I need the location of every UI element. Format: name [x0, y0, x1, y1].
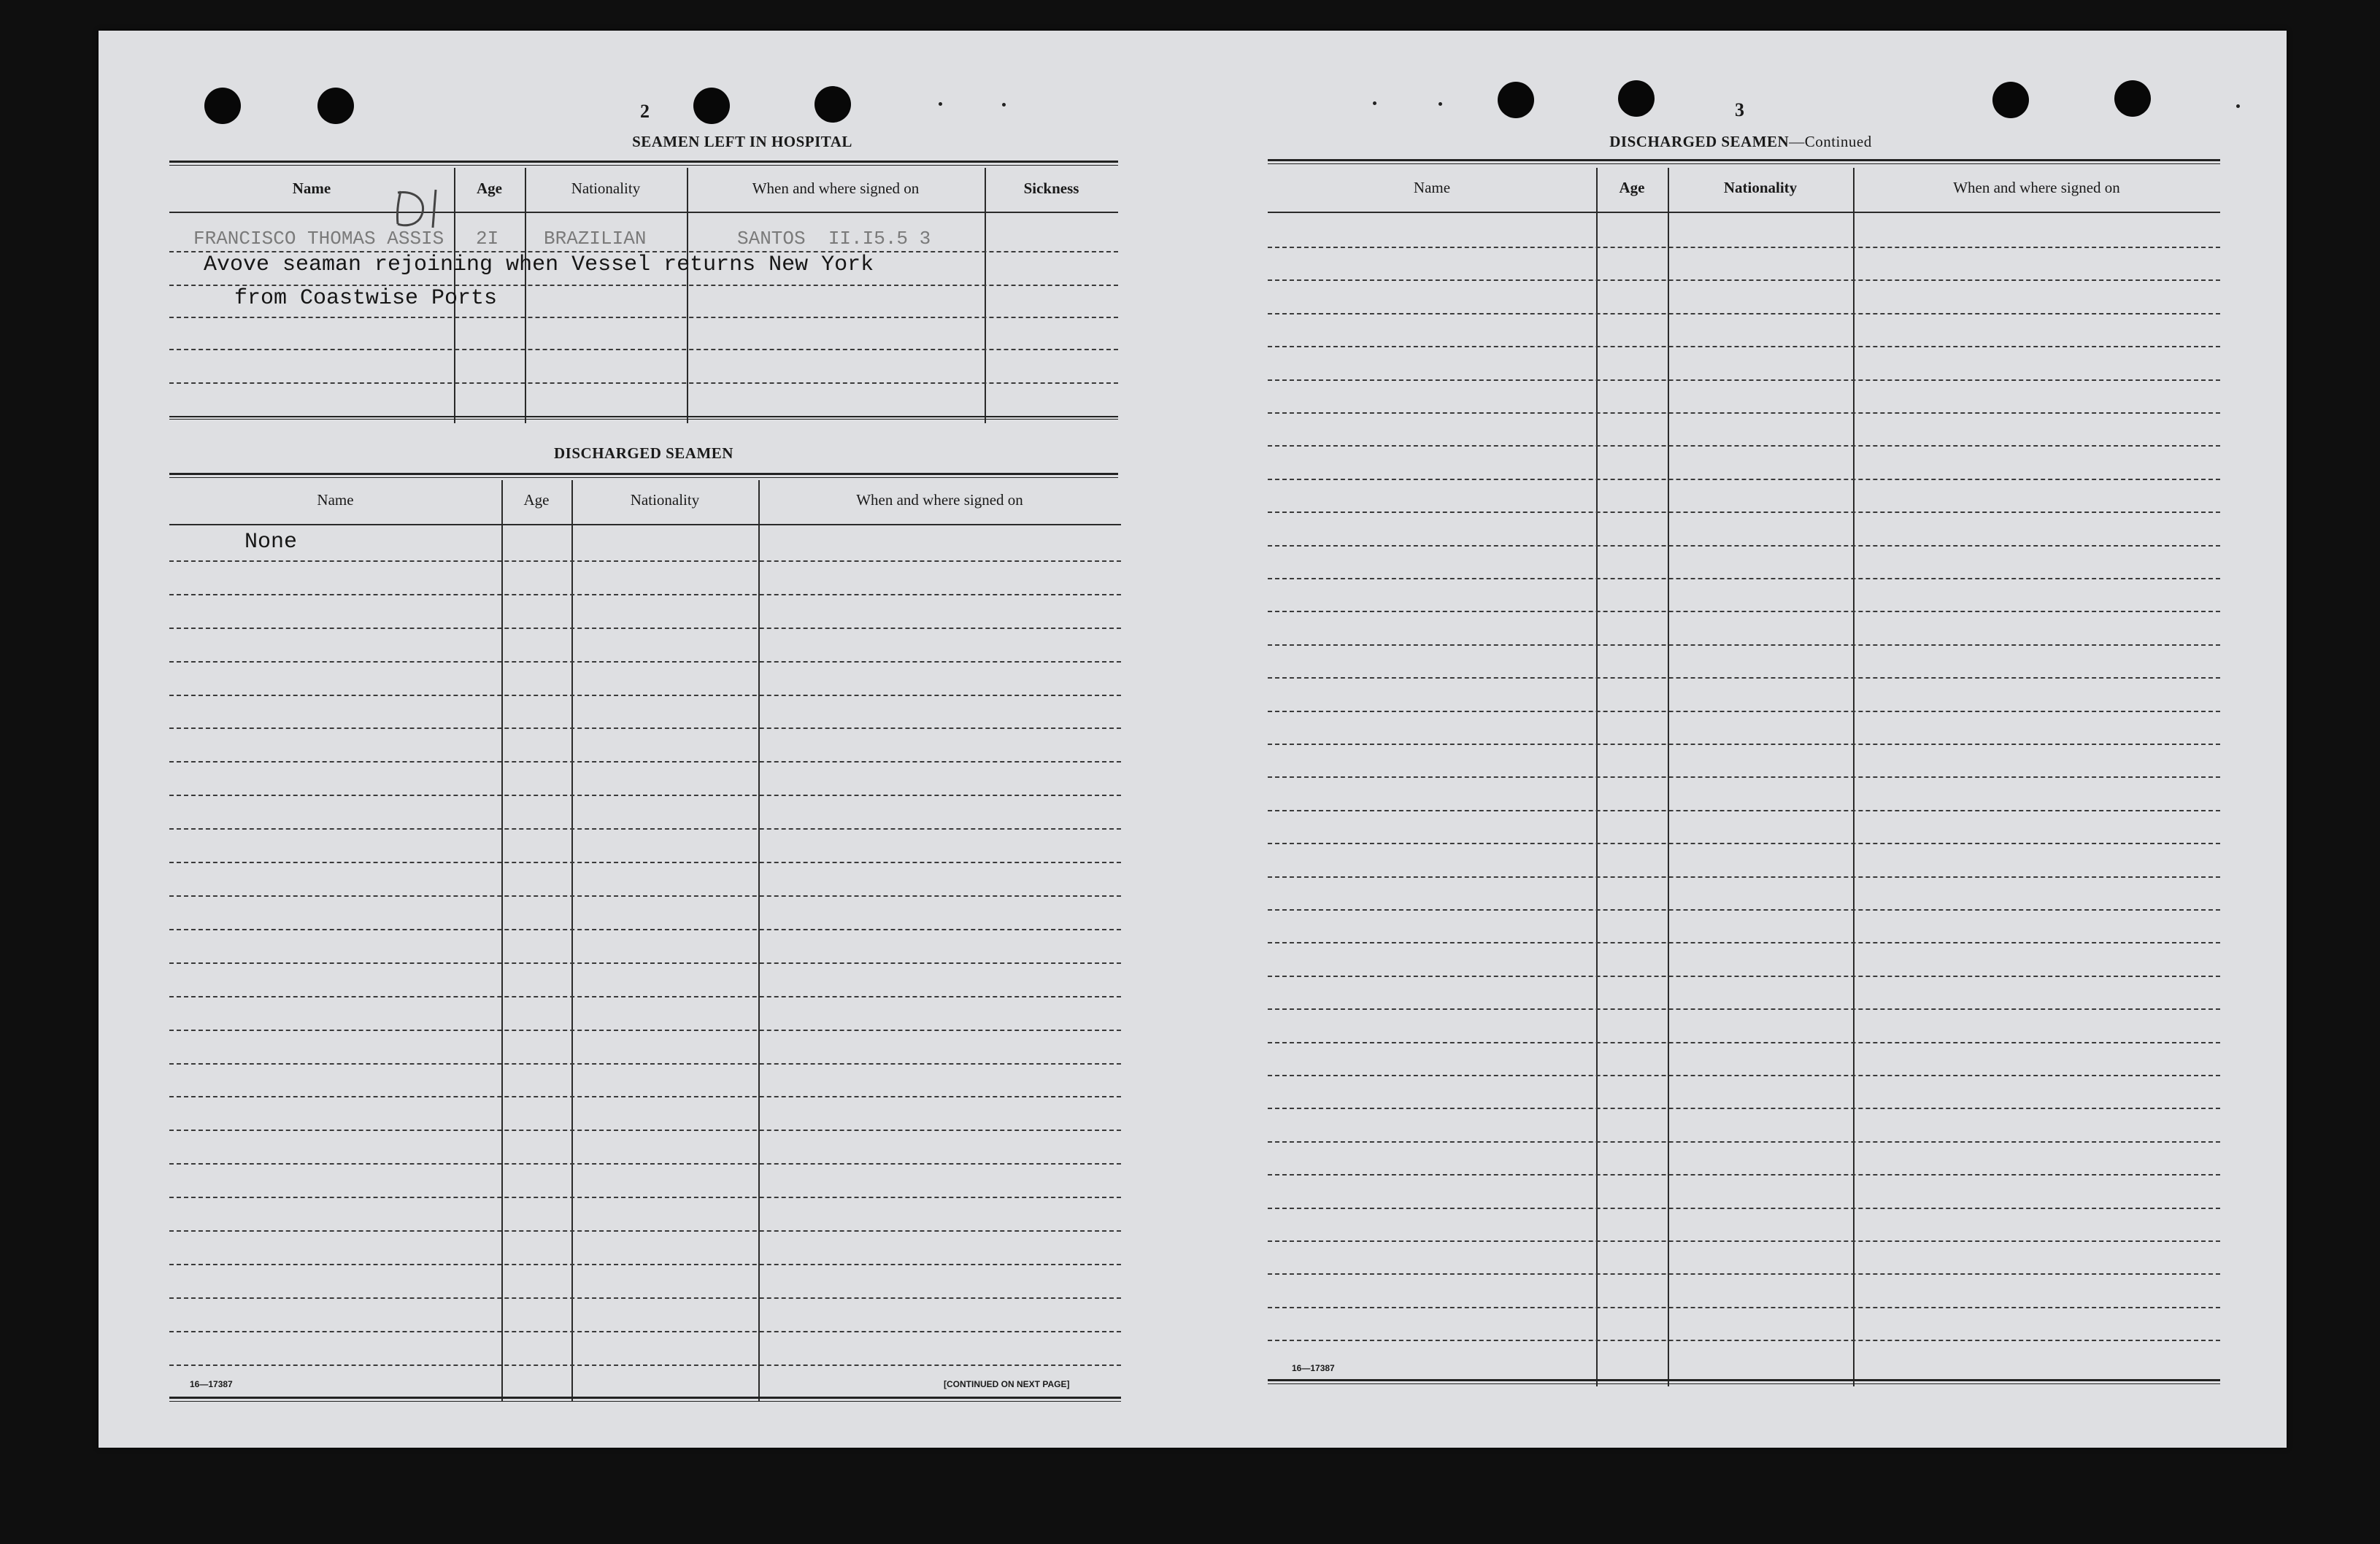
header-underline [169, 212, 1118, 213]
row-line [1268, 1307, 2220, 1308]
annotation-line-2: from Coastwise Ports [234, 286, 498, 311]
row-line [1268, 644, 2220, 646]
col-header-nationality: Nationality [630, 491, 700, 509]
row-line [1268, 711, 2220, 712]
row-line [169, 1030, 1121, 1031]
row-line [1268, 611, 2220, 612]
row-line [1268, 313, 2220, 314]
speck [1373, 101, 1376, 105]
punch-hole [693, 88, 730, 124]
bottom-rule [1268, 1379, 2220, 1384]
col-header-age: Age [477, 180, 502, 197]
top-rule [169, 161, 1118, 166]
row-line [169, 1130, 1121, 1131]
speck [1002, 103, 1006, 107]
row-line [1268, 346, 2220, 347]
row-line [1268, 545, 2220, 547]
row-line [1268, 578, 2220, 579]
bottom-rule [169, 1397, 1121, 1402]
top-rule [1268, 159, 2220, 164]
speck [1439, 102, 1442, 106]
row-line [1268, 1075, 2220, 1076]
row-line [169, 1197, 1121, 1198]
page-number: 2 [640, 101, 650, 122]
document-sheet [99, 31, 2287, 1448]
row-line [169, 382, 1118, 384]
seaman-signed-on: SANTOS II.I5.5 3 [737, 228, 931, 250]
row-line [169, 795, 1121, 796]
row-line [169, 594, 1121, 595]
form-number: 16—17387 [1292, 1363, 1335, 1373]
row-line [169, 628, 1121, 629]
discharged-none-entry: None [244, 530, 298, 555]
row-line [1268, 1042, 2220, 1043]
col-header-sickness: Sickness [1023, 180, 1079, 197]
row-line [169, 828, 1121, 830]
row-line [1268, 677, 2220, 679]
punch-hole [2114, 80, 2151, 117]
form-number: 16—17387 [190, 1379, 233, 1389]
row-line [1268, 1340, 2220, 1341]
column-divider [758, 480, 760, 1401]
col-header-name: Name [1413, 179, 1451, 196]
seaman-age: 2I [476, 228, 499, 250]
page-number: 3 [1735, 99, 1744, 120]
row-line [1268, 1141, 2220, 1143]
row-line [1268, 279, 2220, 281]
row-line [1268, 1240, 2220, 1242]
row-line [1268, 1174, 2220, 1176]
row-line [169, 349, 1118, 350]
punch-hole [1498, 82, 1534, 118]
annotation-line-1: Avove seaman rejoining when Vessel returns New York [204, 252, 874, 277]
row-line [1268, 445, 2220, 447]
punch-hole [814, 86, 851, 123]
row-line [169, 1096, 1121, 1097]
row-line [1268, 909, 2220, 911]
row-line [169, 895, 1121, 897]
row-line [169, 1063, 1121, 1065]
col-header-age: Age [523, 491, 550, 509]
punch-hole [1992, 82, 2029, 118]
column-divider [687, 168, 688, 423]
row-line [169, 929, 1121, 930]
row-line [1268, 1108, 2220, 1109]
speck [939, 102, 942, 106]
continued-note: [CONTINUED ON NEXT PAGE] [944, 1379, 1070, 1389]
row-line [169, 962, 1121, 964]
row-line [169, 317, 1118, 318]
title-suffix: —Continued [1789, 133, 1872, 150]
handwritten-mark-d1 [390, 184, 449, 235]
title-main: DISCHARGED SEAMEN [1609, 133, 1790, 150]
column-divider [985, 168, 986, 423]
col-header-name: Name [317, 491, 354, 509]
row-line [169, 1364, 1121, 1366]
row-line [1268, 843, 2220, 844]
punch-hole [204, 88, 241, 124]
row-line [169, 862, 1121, 863]
row-line [169, 1331, 1121, 1332]
row-line [1268, 810, 2220, 811]
row-line [1268, 1008, 2220, 1010]
row-line [169, 695, 1121, 696]
row-line [169, 996, 1121, 997]
column-divider [525, 168, 526, 423]
col-header-signed-on: When and where signed on [752, 180, 920, 197]
row-line [169, 1230, 1121, 1232]
row-line [1268, 412, 2220, 414]
col-header-nationality: Nationality [571, 180, 641, 197]
col-header-name: Name [292, 180, 331, 197]
speck [2236, 104, 2240, 108]
seaman-name: FRANCISCO THOMAS ASSIS [193, 228, 444, 250]
row-line [1268, 512, 2220, 513]
section-end-rule [169, 416, 1118, 420]
row-line [1268, 776, 2220, 778]
col-header-signed-on: When and where signed on [856, 491, 1023, 509]
row-line [1268, 876, 2220, 878]
punch-hole [317, 88, 354, 124]
row-line [169, 661, 1121, 663]
column-divider [501, 480, 503, 1401]
header-underline [1268, 212, 2220, 213]
row-line [169, 1163, 1121, 1165]
row-line [169, 761, 1121, 763]
discharged-section-title: DISCHARGED SEAMEN [554, 444, 733, 462]
row-line [1268, 479, 2220, 480]
discharged-top-rule [169, 473, 1118, 478]
row-line [1268, 942, 2220, 943]
punch-hole [1618, 80, 1655, 117]
row-line [1268, 379, 2220, 381]
row-line [1268, 1273, 2220, 1275]
header-underline [169, 524, 1121, 525]
col-header-nationality: Nationality [1723, 179, 1798, 196]
column-divider [571, 480, 573, 1401]
discharged-continued-title [1266, 133, 2215, 151]
row-line [1268, 1208, 2220, 1209]
row-line [169, 560, 1121, 562]
row-line [169, 1297, 1121, 1299]
row-line [169, 1264, 1121, 1265]
row-line [1268, 744, 2220, 745]
row-line [1268, 247, 2220, 248]
col-header-age: Age [1619, 179, 1645, 196]
hospital-section-title: SEAMEN LEFT IN HOSPITAL [632, 133, 852, 150]
row-line [1268, 976, 2220, 977]
col-header-signed-on: When and where signed on [1953, 179, 2120, 196]
seaman-nationality: BRAZILIAN [544, 228, 647, 250]
row-line [169, 727, 1121, 729]
